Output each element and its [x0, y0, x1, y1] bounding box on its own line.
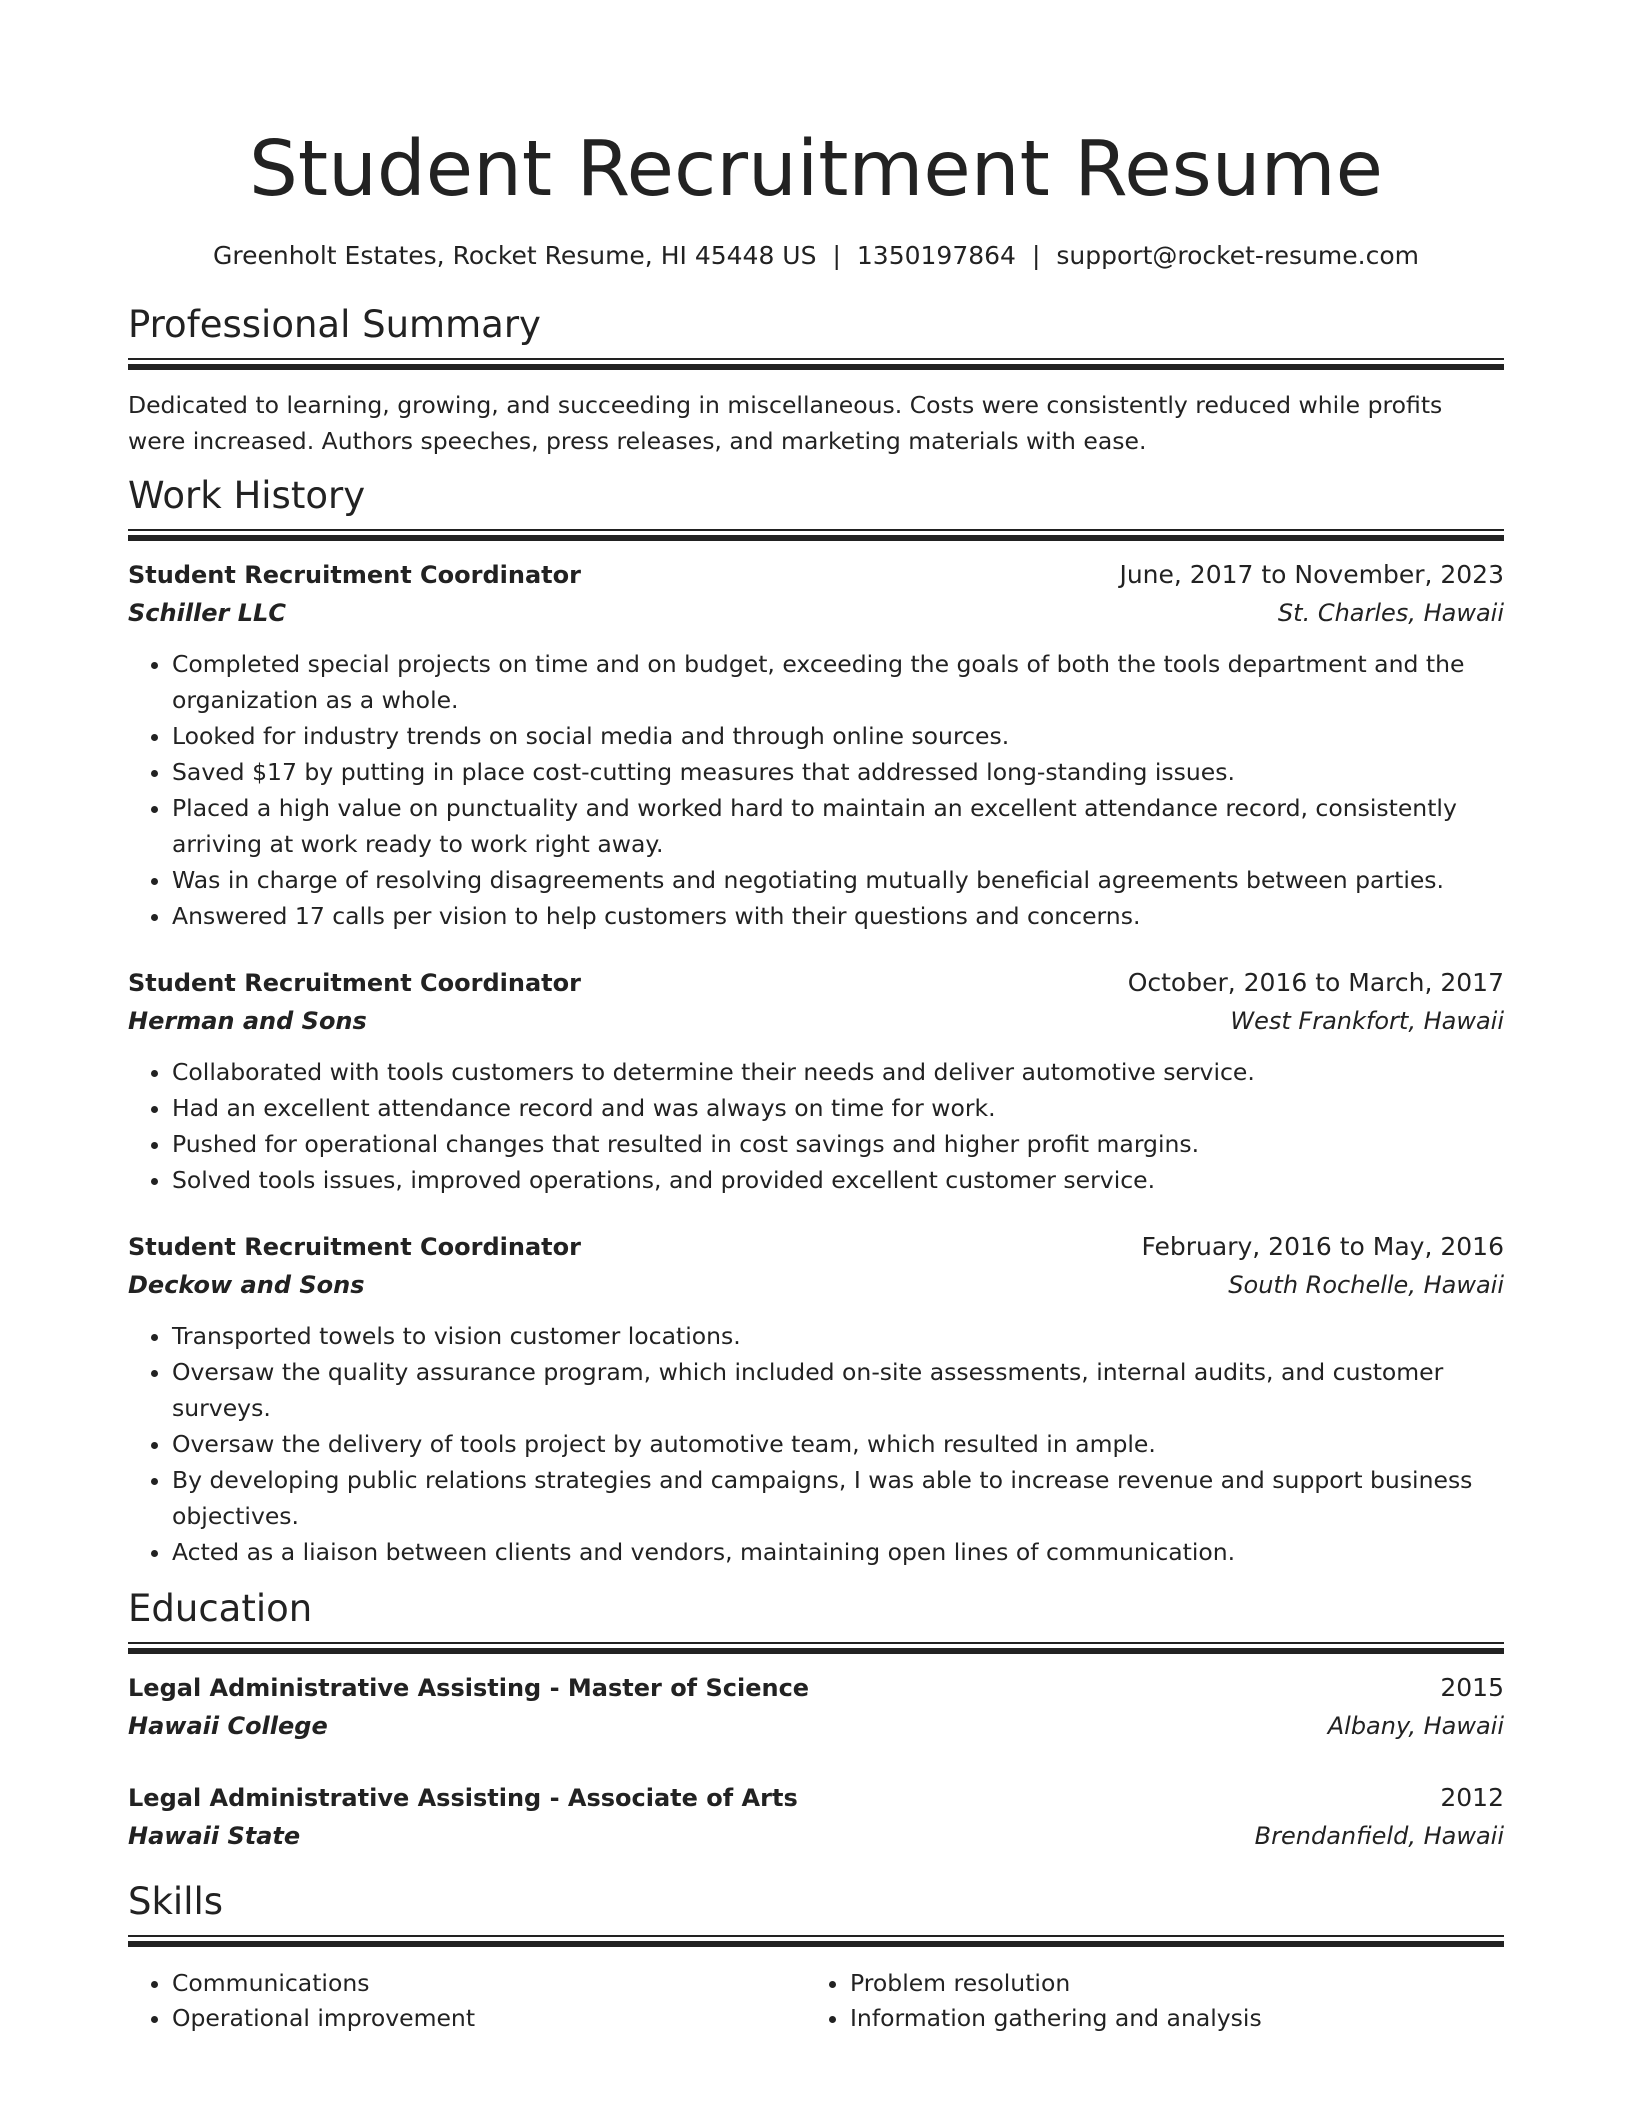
contact-address: Greenholt Estates, Rocket Resume, HI 45448 US [212, 241, 817, 270]
job-bullet: • Pushed for operational changes that resulted in cost savings and higher profit margins. [172, 1126, 1504, 1162]
education-school: Hawaii State [128, 1822, 301, 1850]
skill-item: • Problem resolution [850, 1966, 1484, 2001]
job-bullet: • Was in charge of resolving disagreements and negotiating mutually beneficial agreements between parties. [172, 862, 1504, 898]
section-heading-skills: Skills [128, 1880, 224, 1923]
education-entry [128, 1779, 1504, 1855]
education-location: Brendanfield, Hawaii [1254, 1822, 1504, 1850]
job-bullet: • Collaborated with tools customers to determine their needs and deliver automotive service. [172, 1054, 1504, 1090]
job-bullet: • Transported towels to vision customer locations. [172, 1318, 1504, 1354]
job-title: Student Recruitment Coordinator [128, 561, 581, 589]
job-title: Student Recruitment Coordinator [128, 969, 581, 997]
education-year: 2012 [1440, 1783, 1504, 1812]
job-bullet: • Acted as a liaison between clients and vendors, maintaining open lines of communication. [172, 1534, 1504, 1570]
skills-column-left [128, 1966, 806, 2036]
skill-item: • Operational improvement [172, 2001, 806, 2036]
summary-section [128, 300, 1504, 459]
education-entry [128, 1669, 1504, 1745]
job-bullets [128, 646, 1504, 934]
resume-page [128, 118, 1504, 2036]
job-location: St. Charles, Hawaii [1277, 599, 1504, 627]
contact-separator: | [832, 241, 841, 270]
job-location: West Frankfort, Hawaii [1230, 1007, 1504, 1035]
section-divider [128, 529, 1504, 542]
education-section [128, 1584, 1504, 1855]
education-location: Albany, Hawaii [1327, 1712, 1504, 1740]
education-school: Hawaii College [128, 1712, 328, 1740]
section-divider [128, 1642, 1504, 1655]
job-company: Herman and Sons [128, 1007, 367, 1035]
education-degree: Legal Administrative Assisting - Master of Science [128, 1674, 810, 1702]
education-year: 2015 [1440, 1673, 1504, 1702]
job-bullet: • Placed a high value on punctuality and worked hard to maintain an excellent attendance record, consistently arriving at work ready to work right away. [172, 790, 1504, 862]
job-bullet: • Looked for industry trends on social media and through online sources. [172, 718, 1504, 754]
skills-column-right [806, 1966, 1484, 2036]
job-bullet: • Saved $17 by putting in place cost-cutting measures that addressed long-standing issues. [172, 754, 1504, 790]
job-location: South Rochelle, Hawaii [1228, 1271, 1504, 1299]
contact-email: support@rocket-resume.com [1056, 241, 1420, 270]
work-history-section [128, 471, 1504, 1570]
job-bullet: • Completed special projects on time and on budget, exceeding the goals of both the tools department and the organization as a whole. [172, 646, 1504, 718]
section-heading-summary: Professional Summary [128, 303, 541, 346]
job-entry [128, 1228, 1504, 1570]
job-bullets [128, 1318, 1504, 1570]
job-bullet: • Answered 17 calls per vision to help customers with their questions and concerns. [172, 898, 1504, 934]
skill-item: • Information gathering and analysis [850, 2001, 1484, 2036]
job-dates: October, 2016 to March, 2017 [1127, 968, 1504, 997]
job-bullet: • By developing public relations strategies and campaigns, I was able to increase revenue and support business objectives. [172, 1462, 1504, 1534]
contact-line [128, 238, 1504, 274]
section-divider [128, 358, 1504, 371]
resume-title: Student Recruitment Resume [249, 125, 1383, 214]
job-bullet: • Oversaw the quality assurance program, which included on-site assessments, internal audits, and customer surveys. [172, 1354, 1504, 1426]
section-heading-work-history: Work History [128, 474, 366, 517]
education-degree: Legal Administrative Assisting - Associate of Arts [128, 1784, 798, 1812]
job-entry [128, 964, 1504, 1198]
section-heading-education: Education [128, 1587, 313, 1630]
skills-list [128, 1966, 1504, 2036]
job-bullet: • Had an excellent attendance record and was always on time for work. [172, 1090, 1504, 1126]
section-divider [128, 1935, 1504, 1948]
contact-phone: 1350197864 [856, 241, 1016, 270]
contact-separator: | [1031, 241, 1041, 270]
job-bullet: • Oversaw the delivery of tools project by automotive team, which resulted in ample. [172, 1426, 1504, 1462]
job-bullet: • Solved tools issues, improved operations, and provided excellent customer service. [172, 1162, 1504, 1198]
skills-section [128, 1877, 1504, 2036]
job-dates: February, 2016 to May, 2016 [1141, 1232, 1504, 1261]
job-company: Deckow and Sons [128, 1271, 365, 1299]
job-company: Schiller LLC [128, 599, 286, 627]
job-entry [128, 556, 1504, 934]
job-bullets [128, 1054, 1504, 1198]
job-dates: June, 2017 to November, 2023 [1119, 560, 1504, 589]
skill-item: • Communications [172, 1966, 806, 2001]
summary-text: Dedicated to learning, growing, and succeeding in miscellaneous. Costs were consistently reduced while profits were increased. Authors speeches, press releases, and marketing materials with ease. [128, 391, 1443, 455]
job-title: Student Recruitment Coordinator [128, 1233, 581, 1261]
